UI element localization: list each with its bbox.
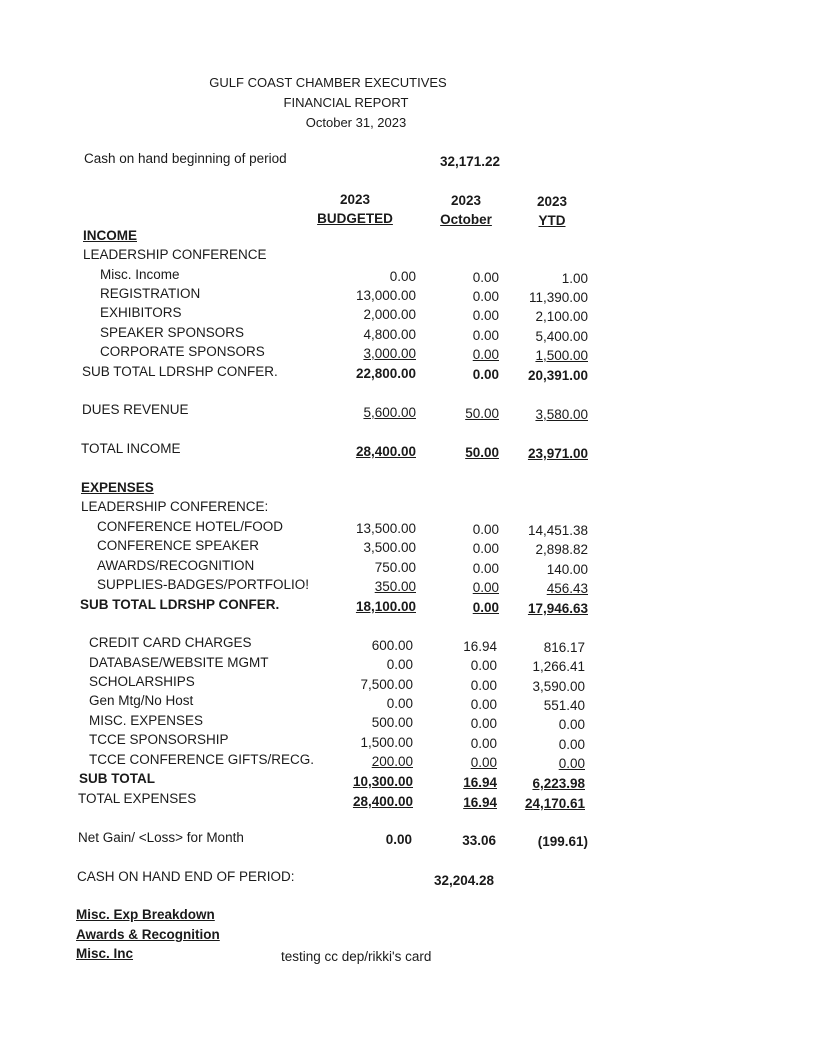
ytd-value: 140.00	[546, 562, 588, 577]
ytd-value: 551.40	[543, 698, 585, 713]
budgeted-value: 1,500.00	[360, 735, 413, 750]
budgeted-value: 750.00	[374, 560, 416, 575]
row-label: AWARDS/RECOGNITION	[97, 558, 255, 573]
budgeted-value: 13,500.00	[355, 521, 416, 536]
budgeted-value: 0.00	[386, 657, 413, 672]
budgeted-value: 28,400.00	[355, 444, 416, 459]
row-label: Gen Mtg/No Host	[89, 693, 194, 708]
ytd-value: 23,971.00	[527, 446, 588, 461]
october-value: 0.00	[472, 367, 499, 382]
col-budgeted-year: 2023	[339, 192, 371, 207]
budgeted-value: 28,400.00	[352, 794, 413, 809]
row-label: DUES REVENUE	[82, 402, 189, 417]
october-value: 0.00	[470, 658, 497, 673]
october-value: 0.00	[472, 308, 499, 323]
row-label: REGISTRATION	[100, 286, 201, 301]
budgeted-value: 600.00	[371, 638, 413, 653]
ytd-value: 0.00	[558, 717, 585, 732]
misc-exp-breakdown: Misc. Exp Breakdown	[76, 907, 215, 922]
budgeted-value: 7,500.00	[360, 677, 413, 692]
october-value: 16.94	[463, 775, 497, 790]
october-value: 0.00	[472, 561, 499, 576]
row-label: MISC. EXPENSES	[89, 713, 204, 728]
ytd-value: (199.61)	[537, 834, 588, 849]
budgeted-value: 10,300.00	[352, 774, 413, 789]
budgeted-value: 2,000.00	[363, 307, 416, 322]
row-label: TOTAL INCOME	[81, 441, 181, 456]
misc-inc: Misc. Inc	[76, 946, 134, 961]
row-label: SUB TOTAL	[79, 771, 155, 786]
ytd-value: 0.00	[558, 737, 585, 752]
ytd-value: 17,946.63	[527, 601, 588, 616]
october-value: 0.00	[470, 755, 497, 770]
awards-recognition: Awards & Recognition	[76, 927, 220, 942]
row-label: SPEAKER SPONSORS	[100, 325, 245, 340]
october-value: 0.00	[472, 328, 499, 343]
row-label: TCCE SPONSORSHIP	[89, 732, 229, 747]
col-ytd-label: YTD	[538, 213, 566, 228]
ytd-value: 456.43	[546, 581, 588, 596]
row-label: CORPORATE SPONSORS	[100, 344, 265, 359]
row-label: Net Gain/ <Loss> for Month	[78, 830, 244, 845]
ytd-value: 3,590.00	[532, 679, 585, 694]
row-label: TOTAL EXPENSES	[78, 791, 197, 806]
budgeted-value: 0.00	[389, 269, 416, 284]
october-value: 16.94	[463, 795, 497, 810]
october-value: 33.06	[462, 833, 496, 848]
ytd-value: 2,100.00	[535, 309, 588, 324]
ytd-value: 20,391.00	[527, 368, 588, 383]
report-title: FINANCIAL REPORT	[283, 95, 409, 110]
october-value: 50.00	[465, 445, 499, 460]
ytd-value: 3,580.00	[535, 407, 588, 422]
budgeted-value: 3,500.00	[363, 540, 416, 555]
row-label: CREDIT CARD CHARGES	[89, 635, 252, 650]
row-label: SUB TOTAL LDRSHP CONFER.	[80, 597, 280, 612]
misc-inc-note: testing cc dep/rikki's card	[281, 949, 432, 964]
col-budgeted-label: BUDGETED	[317, 211, 393, 226]
budgeted-value: 13,000.00	[355, 288, 416, 303]
ytd-value: 5,400.00	[535, 329, 588, 344]
october-value: 0.00	[472, 289, 499, 304]
budgeted-value: 0.00	[385, 832, 412, 847]
october-value: 0.00	[470, 736, 497, 751]
report-date: October 31, 2023	[305, 115, 407, 130]
col-ytd-year: 2023	[536, 194, 568, 209]
row-label: EXHIBITORS	[100, 305, 182, 320]
ytd-value: 816.17	[543, 640, 585, 655]
cash-end-label: CASH ON HAND END OF PERIOD:	[77, 869, 295, 884]
row-label: SUB TOTAL LDRSHP CONFER.	[82, 364, 278, 379]
income-conference-heading: LEADERSHIP CONFERENCE	[83, 247, 267, 262]
ytd-value: 14,451.38	[527, 523, 588, 538]
ytd-value: 1.00	[561, 271, 588, 286]
october-value: 0.00	[472, 600, 499, 615]
budgeted-value: 4,800.00	[363, 327, 416, 342]
budgeted-value: 5,600.00	[363, 405, 416, 420]
ytd-value: 24,170.61	[524, 796, 585, 811]
october-value: 50.00	[465, 406, 499, 421]
col-october-label: October	[440, 212, 492, 227]
budgeted-value: 500.00	[371, 715, 413, 730]
budgeted-value: 200.00	[371, 754, 413, 769]
october-value: 0.00	[472, 347, 499, 362]
october-value: 16.94	[463, 639, 497, 654]
ytd-value: 0.00	[558, 756, 585, 771]
budgeted-value: 3,000.00	[363, 346, 416, 361]
row-label: CONFERENCE SPEAKER	[97, 538, 260, 553]
row-label: SUPPLIES-BADGES/PORTFOLIO!	[97, 577, 310, 592]
cash-end-value: 32,204.28	[433, 873, 495, 888]
october-value: 0.00	[470, 716, 497, 731]
october-value: 0.00	[470, 697, 497, 712]
budgeted-value: 22,800.00	[355, 366, 416, 381]
ytd-value: 2,898.82	[535, 542, 588, 557]
budgeted-value: 18,100.00	[355, 599, 416, 614]
org-name: GULF COAST CHAMBER EXECUTIVES	[209, 75, 447, 90]
budgeted-value: 0.00	[386, 696, 413, 711]
budgeted-value: 350.00	[374, 579, 416, 594]
row-label: SCHOLARSHIPS	[89, 674, 195, 689]
october-value: 0.00	[472, 580, 499, 595]
row-label: Misc. Income	[100, 267, 180, 282]
income-heading: INCOME	[83, 228, 137, 243]
october-value: 0.00	[472, 270, 499, 285]
row-label: CONFERENCE HOTEL/FOOD	[97, 519, 284, 534]
ytd-value: 6,223.98	[532, 776, 585, 791]
col-october-year: 2023	[450, 193, 482, 208]
october-value: 0.00	[470, 678, 497, 693]
ytd-value: 1,266.41	[532, 659, 585, 674]
expenses-conference-heading: LEADERSHIP CONFERENCE:	[81, 499, 269, 514]
cash-begin-value: 32,171.22	[439, 154, 501, 169]
ytd-value: 11,390.00	[528, 290, 588, 305]
october-value: 0.00	[472, 522, 499, 537]
october-value: 0.00	[472, 541, 499, 556]
ytd-value: 1,500.00	[535, 348, 588, 363]
row-label: TCCE CONFERENCE GIFTS/RECG.	[89, 752, 315, 767]
expenses-heading: EXPENSES	[81, 480, 154, 495]
cash-begin-label: Cash on hand beginning of period	[84, 151, 287, 166]
row-label: DATABASE/WEBSITE MGMT	[89, 655, 269, 670]
